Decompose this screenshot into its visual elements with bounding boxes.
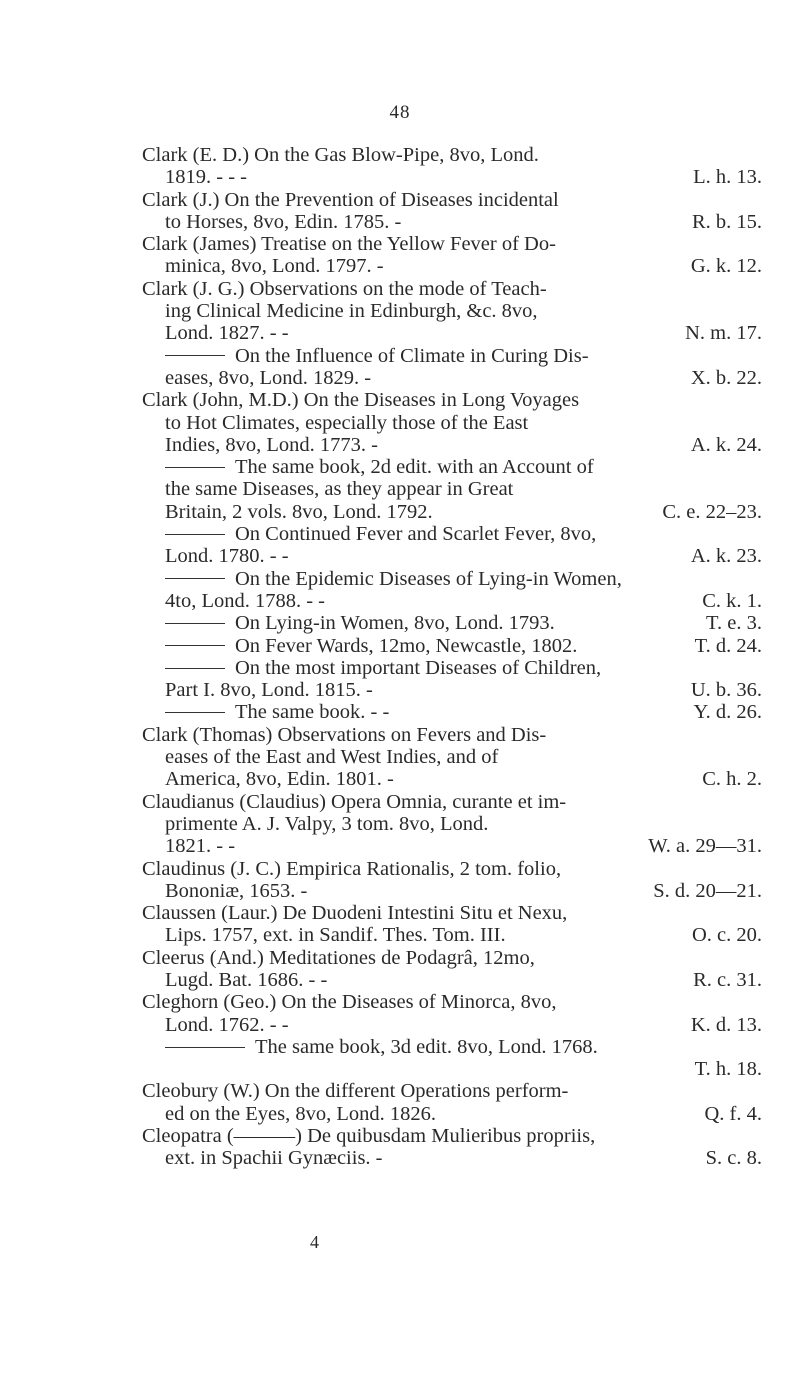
entry-text: Lond. 1780. - - — [165, 545, 289, 568]
entry-line — [142, 478, 762, 500]
catalogue-entry — [142, 635, 762, 657]
catalogue-entry — [142, 1125, 762, 1170]
catalogue-entry — [142, 902, 762, 947]
entry-line — [142, 278, 762, 300]
entry-text: America, 8vo, Edin. 1801. - — [165, 768, 394, 791]
entry-line — [142, 768, 762, 790]
entry-text: On the Influence of Climate in Curing Dis- — [235, 344, 589, 367]
ditto-rule — [165, 623, 225, 624]
entry-line — [142, 813, 762, 835]
entry-line — [142, 991, 762, 1013]
entry-text: Lugd. Bat. 1686. - - — [165, 968, 328, 991]
entry-line — [142, 635, 762, 657]
catalogue-entry — [142, 568, 762, 613]
entry-line — [142, 166, 762, 188]
catalogue-entry — [142, 947, 762, 992]
entry-text: Clark (John, M.D.) On the Diseases in Long Voyages — [142, 389, 580, 412]
shelf-reference: R. b. 15. — [691, 210, 762, 233]
shelf-reference: R. c. 31. — [693, 968, 762, 991]
entry-text: Claudianus (Claudius) Opera Omnia, curante et im- — [142, 790, 567, 813]
ditto-rule — [165, 467, 225, 468]
entry-text: Bononiæ, 1653. - — [165, 879, 308, 902]
entry-line — [142, 791, 762, 813]
entry-line — [142, 568, 762, 590]
shelf-reference: G. k. 12. — [690, 255, 762, 278]
entry-line — [142, 456, 762, 478]
shelf-reference: Q. f. 4. — [704, 1102, 762, 1125]
catalogue-entry — [142, 345, 762, 390]
catalogue-entry — [142, 791, 762, 858]
entry-text: ed on the Eyes, 8vo, Lond. 1826. — [165, 1102, 437, 1125]
entry-line — [142, 434, 762, 456]
catalogue-entry — [142, 612, 762, 634]
entry-text: Lips. 1757, ext. in Sandif. Thes. Tom. III. — [165, 924, 506, 947]
entry-text: eases of the East and West Indies, and of — [165, 746, 499, 769]
entry-line — [142, 724, 762, 746]
entry-text: Claudinus (J. C.) Empirica Rationalis, 2 tom. folio, — [142, 857, 562, 880]
catalogue-entry — [142, 523, 762, 568]
entry-text: Clark (Thomas) Observations on Fevers and Dis- — [142, 723, 547, 746]
ditto-rule — [165, 534, 225, 535]
entry-text: The same book. - - — [235, 701, 390, 724]
shelf-reference: A. k. 23. — [690, 545, 762, 568]
entry-text: Cleghorn (Geo.) On the Diseases of Minorca, 8vo, — [142, 991, 557, 1014]
shelf-reference: O. c. 20. — [691, 924, 762, 947]
shelf-reference: C. k. 1. — [702, 589, 762, 612]
entry-line — [142, 1125, 762, 1147]
entry-text: eases, 8vo, Lond. 1829. - — [165, 366, 372, 389]
entry-text: Cleopatra (———) De quibusdam Mulieribus propriis, — [142, 1125, 596, 1148]
catalogue-entries — [142, 144, 762, 1170]
entry-text: Clark (J.) On the Prevention of Diseases incidental — [142, 188, 559, 211]
catalogue-entry — [142, 189, 762, 234]
catalogue-entry — [142, 858, 762, 903]
catalogue-entry — [142, 1080, 762, 1125]
entry-line — [142, 969, 762, 991]
shelf-reference: W. a. 29—31. — [648, 835, 762, 858]
shelf-reference: L. h. 13. — [693, 166, 762, 189]
entry-line — [142, 746, 762, 768]
entry-text: On Fever Wards, 12mo, Newcastle, 1802. — [235, 634, 578, 657]
entry-text: Clark (J. G.) Observations on the mode of Teach- — [142, 277, 547, 300]
catalogue-entry — [142, 724, 762, 791]
entry-text: Clark (James) Treatise on the Yellow Fever of Do- — [142, 233, 556, 256]
entry-text: Clark (E. D.) On the Gas Blow-Pipe, 8vo, Lond. — [142, 144, 539, 166]
entry-text: The same book, 2d edit. with an Account of — [235, 456, 594, 479]
entry-text: primente A. J. Valpy, 3 tom. 8vo, Lond. — [165, 812, 489, 835]
shelf-reference: T. h. 18. — [694, 1058, 762, 1081]
catalogue-entry — [142, 991, 762, 1036]
catalogue-entry — [142, 278, 762, 345]
entry-line — [142, 835, 762, 857]
shelf-reference: C. h. 2. — [702, 768, 762, 791]
entry-text: 1821. - - — [165, 835, 236, 858]
entry-line — [142, 367, 762, 389]
entry-text: The same book, 3d edit. 8vo, Lond. 1768. — [255, 1035, 598, 1058]
catalogue-entry — [142, 144, 762, 189]
catalogue-entry — [142, 456, 762, 523]
shelf-reference: Y. d. 26. — [693, 701, 762, 724]
catalogue-entry — [142, 701, 762, 723]
ditto-rule — [165, 712, 225, 713]
catalogue-entry — [142, 389, 762, 456]
entry-line — [142, 701, 762, 723]
entry-text: Claussen (Laur.) De Duodeni Intestini Situ et Nexu, — [142, 902, 568, 925]
page-number: 48 — [389, 102, 411, 123]
entry-text: On Lying-in Women, 8vo, Lond. 1793. — [235, 612, 555, 635]
entry-line — [142, 1036, 762, 1058]
ditto-rule — [165, 645, 225, 646]
ditto-rule — [165, 578, 225, 579]
entry-text: Indies, 8vo, Lond. 1773. - — [165, 433, 378, 456]
entry-line — [142, 523, 762, 545]
entry-line — [142, 345, 762, 367]
entry-line — [142, 679, 762, 701]
entry-line — [142, 902, 762, 924]
entry-text: Cleerus (And.) Meditationes de Podagrâ, 12mo, — [142, 946, 535, 969]
entry-text: On the most important Diseases of Children, — [235, 656, 602, 679]
entry-line — [142, 1058, 762, 1080]
shelf-reference: U. b. 36. — [690, 679, 762, 702]
entry-text: 4to, Lond. 1788. - - — [165, 589, 325, 612]
entry-text: the same Diseases, as they appear in Great — [165, 478, 514, 501]
entry-text: 1819. - - - — [165, 166, 247, 189]
catalogue-entry — [142, 657, 762, 702]
entry-line — [142, 880, 762, 902]
entry-text: Lond. 1762. - - — [165, 1013, 289, 1036]
shelf-reference: A. k. 24. — [690, 433, 762, 456]
entry-text: ext. in Spachii Gynæciis. - — [165, 1147, 383, 1170]
entry-text: On the Epidemic Diseases of Lying-in Women, — [235, 567, 622, 590]
shelf-reference: S. c. 8. — [705, 1147, 762, 1170]
ditto-rule — [165, 1047, 245, 1048]
entry-text: Cleobury (W.) On the different Operations perform- — [142, 1080, 569, 1103]
entry-text: to Horses, 8vo, Edin. 1785. - — [165, 210, 402, 233]
entry-text: Part I. 8vo, Lond. 1815. - — [165, 679, 373, 702]
signature-mark: 4 — [310, 1232, 319, 1252]
shelf-reference: T. d. 24. — [694, 634, 762, 657]
entry-line — [142, 189, 762, 211]
catalogue-entry — [142, 233, 762, 278]
shelf-reference: N. m. 17. — [685, 322, 762, 345]
entry-line — [142, 612, 762, 634]
ditto-rule — [165, 355, 225, 356]
shelf-reference: C. e. 22–23. — [662, 500, 762, 523]
shelf-reference: X. b. 22. — [690, 366, 762, 389]
entry-line — [142, 300, 762, 322]
entry-line — [142, 545, 762, 567]
entry-line — [142, 1014, 762, 1036]
entry-line — [142, 1103, 762, 1125]
entry-text: minica, 8vo, Lond. 1797. - — [165, 255, 384, 278]
entry-line — [142, 255, 762, 277]
shelf-reference: S. d. 20—21. — [653, 879, 762, 902]
entry-line — [142, 657, 762, 679]
entry-text: On Continued Fever and Scarlet Fever, 8vo, — [235, 523, 597, 546]
entry-line — [142, 233, 762, 255]
entry-line — [142, 1080, 762, 1102]
ditto-rule — [165, 668, 225, 669]
shelf-reference: T. e. 3. — [706, 612, 762, 635]
entry-line — [142, 501, 762, 523]
entry-line — [142, 947, 762, 969]
entry-text: Lond. 1827. - - — [165, 322, 289, 345]
entry-line — [142, 412, 762, 434]
entry-text: ing Clinical Medicine in Edinburgh, &c. 8vo, — [165, 300, 538, 323]
entry-line — [142, 211, 762, 233]
entry-line — [142, 858, 762, 880]
entry-line — [142, 389, 762, 411]
entry-line — [142, 590, 762, 612]
catalogue-entry — [142, 1036, 762, 1081]
entry-text: to Hot Climates, especially those of the East — [165, 411, 529, 434]
entry-line — [142, 1147, 762, 1169]
shelf-reference: K. d. 13. — [690, 1013, 762, 1036]
entry-line — [142, 924, 762, 946]
entry-text: Britain, 2 vols. 8vo, Lond. 1792. — [165, 500, 433, 523]
entry-line — [142, 322, 762, 344]
entry-line — [142, 144, 762, 166]
